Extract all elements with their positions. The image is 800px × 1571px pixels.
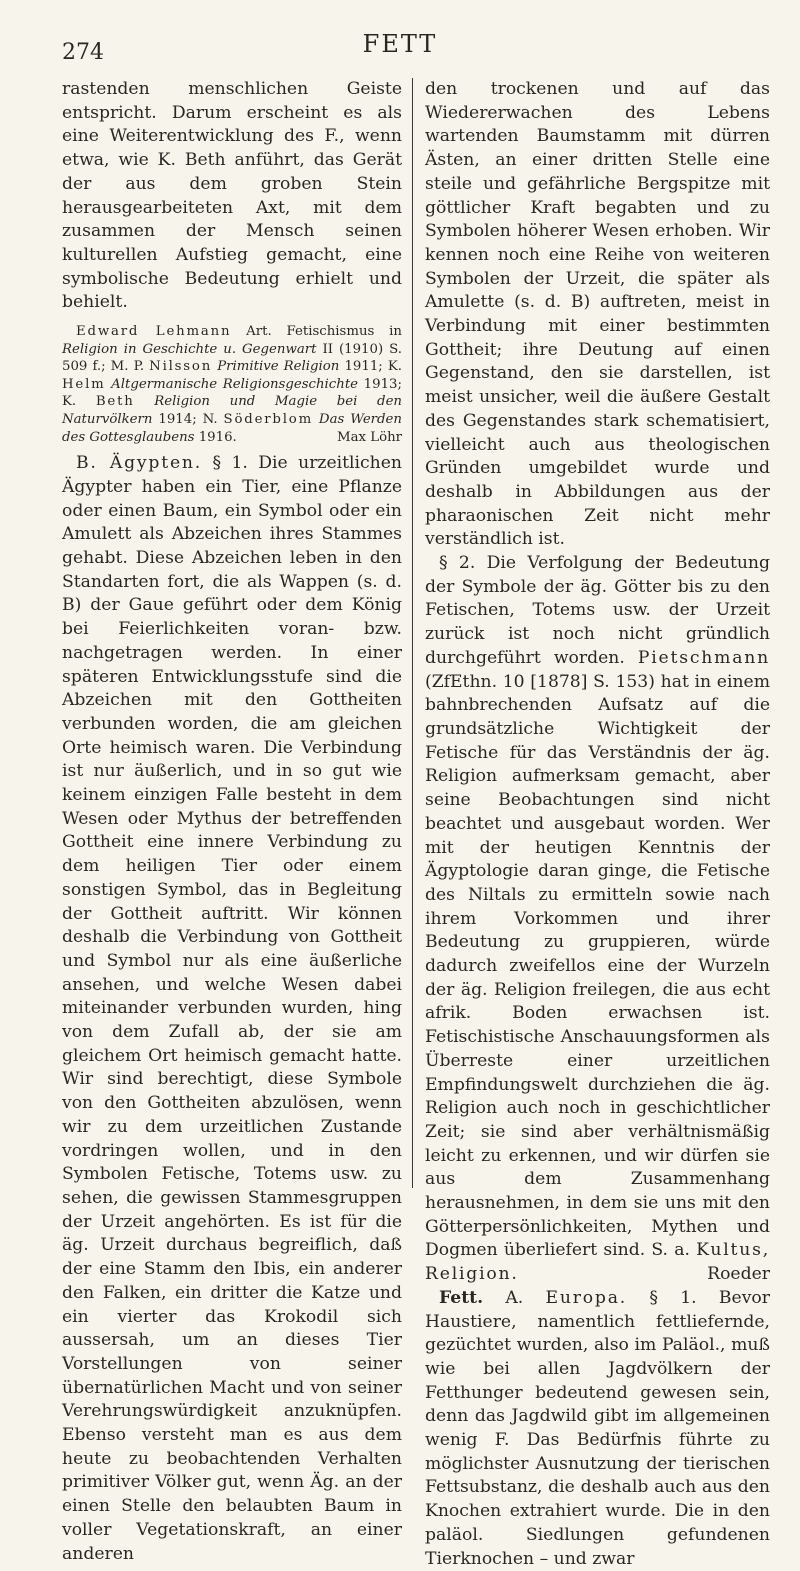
- biblio-text: 1916.: [194, 429, 237, 445]
- right-column: [425, 78, 770, 1571]
- page-header: [0, 22, 800, 65]
- biblio-text: II (1910) S. 509 f.; M. P.: [62, 341, 402, 375]
- paragraph: den trockenen und auf das Wiedererwachen des Lebens wartenden Baumstamm mit dürren Ästen, an einer dritten Stelle eine steile und gefährliche Bergspitze mit göttlicher Kraft begabten und zu Symbolen höherer Wesen erhoben. Wir kennen noch eine Reihe von weiteren Symbolen der Urzeit, die später als Amulette (s. d. B) auftreten, meist in Verbindung mit einer bestimmten Gottheit; ihre Deutung auf einen Gegenstand, den sie darstellen, ist meist unsicher, weil die äußere Gestalt des Gegenstandes stark schematisiert, vielleicht auch aus theologischen Gründen umgebildet wurde und deshalb in Abbildungen aus der pharaonischen Zeit nicht mehr verständlich ist.: [425, 79, 770, 550]
- author-name: Nilsson: [149, 359, 213, 375]
- paragraph-text: § 2. Die Verfolgung der Bedeutung der Symbole der äg. Götter bis zu den Fetischen, Totems usw. der Urzeit zurück ist noch nicht gründlich durchgeführt worden.: [425, 553, 770, 668]
- column-divider: [412, 78, 413, 1188]
- work-title: Religion in Geschichte u. Gegenwart: [62, 341, 317, 357]
- running-title: FETT: [362, 30, 438, 58]
- biblio-text: 1914; N.: [152, 412, 224, 427]
- paragraph: [425, 1287, 770, 1571]
- paragraph-text: (ZfEthn. 10 [1878] S. 153) hat in einem bahnbrechenden Aufsatz auf die grundsätzliche Wichtigkeit der Fetische für das Verständnis der äg. Religion aufmerksam gemacht, aber seine Beobachtungen sind nicht beachtet und ausgebaut worden. Wer mit der heutigen Kenntnis der Ägyptologie daran ginge, die Fetische des Niltals zu ermitteln sowie nach ihrem Vorkommen und ihrer Bedeutung zu gruppieren, würde dadurch zweifellos eine der Wurzeln der äg. Religion freilegen, die aus echt afrik. Boden erwachsen ist. Fetischistische Anschauungsformen als Überreste einer urzeitlichen Empfindungswelt durchziehen die äg. Religion auch noch in geschichtlicher Zeit; sie sind aber verhältnismäßig leicht zu erkennen, und wir dürfen sie aus dem Zusammenhang herausnehmen, in dem sie uns mit den Götterpersönlichkeiten, Mythen und Dogmen überliefert sind. S. a.: [425, 671, 770, 1261]
- left-column: [62, 78, 402, 1566]
- paragraph-text: § 1. Die urzeitlichen Ägypter haben ein Tier, eine Pflanze oder einen Baum, ein Symbol oder ein Amulett als Abzeichen ihres Stammes gehabt. Diese Abzeichen leben in den Standarten fort, die als Wappen (s. d. B) der Gaue geführt oder dem König bei Feierlichkeiten voran- bzw. nachgetragen werden. In einer späteren Entwicklungsstufe sind die Abzeichen mit den Gottheiten verbunden worden, die am gleichen Orte heimisch waren. Die Verbindung ist nur äußerlich, und in so gut wie keinem einzigen Falle besteht in dem Wesen oder Mythus der betreffenden Gottheit eine innere Verbindung zu dem heiligen Tier oder einem sonstigen Symbol, das in Begleitung der Gottheit auftritt. Wir können deshalb die Verbindung von Gottheit und Symbol nur als eine äußerliche ansehen, und welche Wesen dabei miteinander verbunden wurden, hing von dem Zufall ab, der sie am gleichem Ort heimisch gemacht hatte. Wir sind berechtigt, diese Symbole von den Gottheiten abzulösen, wenn wir zu dem urzeitlichen Zustande vordringen wollen, und in den Symbolen Fetische, Totems usw. zu sehen, die gewissen Stammesgruppen der Urzeit angehörten. Es ist für die äg. Urzeit durchaus begreiflich, daß der eine Stamm den Ibis, ein anderer den Falken, ein dritter die Katze und ein vierter das Krokodil sich aussersah, um an dieses Tier Vorstellungen von seiner übernatürlichen Macht und von seiner Verehrungswürdigkeit anzuknüpfen. Ebenso versteht man es aus dem heute zu beobachtenden Verhalten primitiver Völker gut, wenn Äg. an der einen Stelle den belaubten Baum in voller Vegetationskraft, an einer anderen: [62, 453, 402, 1564]
- article-signature: Max Löhr: [336, 429, 402, 445]
- bibliography: [62, 323, 402, 446]
- work-title: Das Werden des Gottesglaubens: [62, 412, 402, 445]
- paragraph: [62, 452, 402, 1566]
- page-number: 274: [62, 40, 104, 65]
- biblio-text: 1913; K.: [62, 376, 402, 410]
- author-name: Edward Lehmann: [76, 324, 232, 340]
- author-name: Söderblom: [223, 412, 313, 427]
- section-heading: B. Ägypten.: [76, 453, 203, 474]
- author-name: Beth: [95, 394, 135, 410]
- paragraph: [425, 552, 770, 1287]
- work-title: Primitive Religion: [217, 359, 340, 375]
- work-title: Religion und Magie bei den Naturvölkern: [62, 394, 402, 427]
- work-title: Altgermanische Religionsgeschichte: [111, 376, 359, 392]
- author-name: Pietschmann: [637, 647, 770, 668]
- biblio-text: Art. Fetischismus in: [231, 324, 402, 340]
- section-heading: Europa.: [545, 1287, 628, 1308]
- biblio-text: [135, 394, 155, 409]
- cross-reference: Kultus, Religion.: [425, 1240, 770, 1285]
- biblio-text: 1911; K.: [339, 359, 402, 375]
- paragraph-text: A.: [483, 1287, 546, 1308]
- article-signature: Roeder: [707, 1264, 770, 1285]
- entry-headword: Fett.: [439, 1287, 484, 1308]
- author-name: Helm: [62, 376, 106, 392]
- paragraph: rastenden menschlichen Geiste entspricht. Darum erscheint es als eine Weiterentwicklung des F., wenn etwa, wie K. Beth anführt, das Gerät der aus dem groben Stein herausgearbeiteten Axt, mit dem zusammen der Mensch seinen kulturellen Aufstieg gemacht, eine symbolische Bedeutung erhielt und behielt.: [62, 79, 402, 313]
- paragraph-text: § 1. Bevor Haustiere, namentlich fettliefernde, gezüchtet wurden, also im Paläol., muß wie bei allen Jagdvölkern der Fetthunger bedeutend gewesen sein, denn das Jagdwild gibt im allgemeinen wenig F. Das Bedürfnis führte zu möglichster Ausnutzung der tierischen Fettsubstanz, die deshalb auch aus den Knochen extrahiert wurde. Die in den paläol. Siedlungen gefundenen Tierknochen – und zwar: [425, 1287, 770, 1569]
